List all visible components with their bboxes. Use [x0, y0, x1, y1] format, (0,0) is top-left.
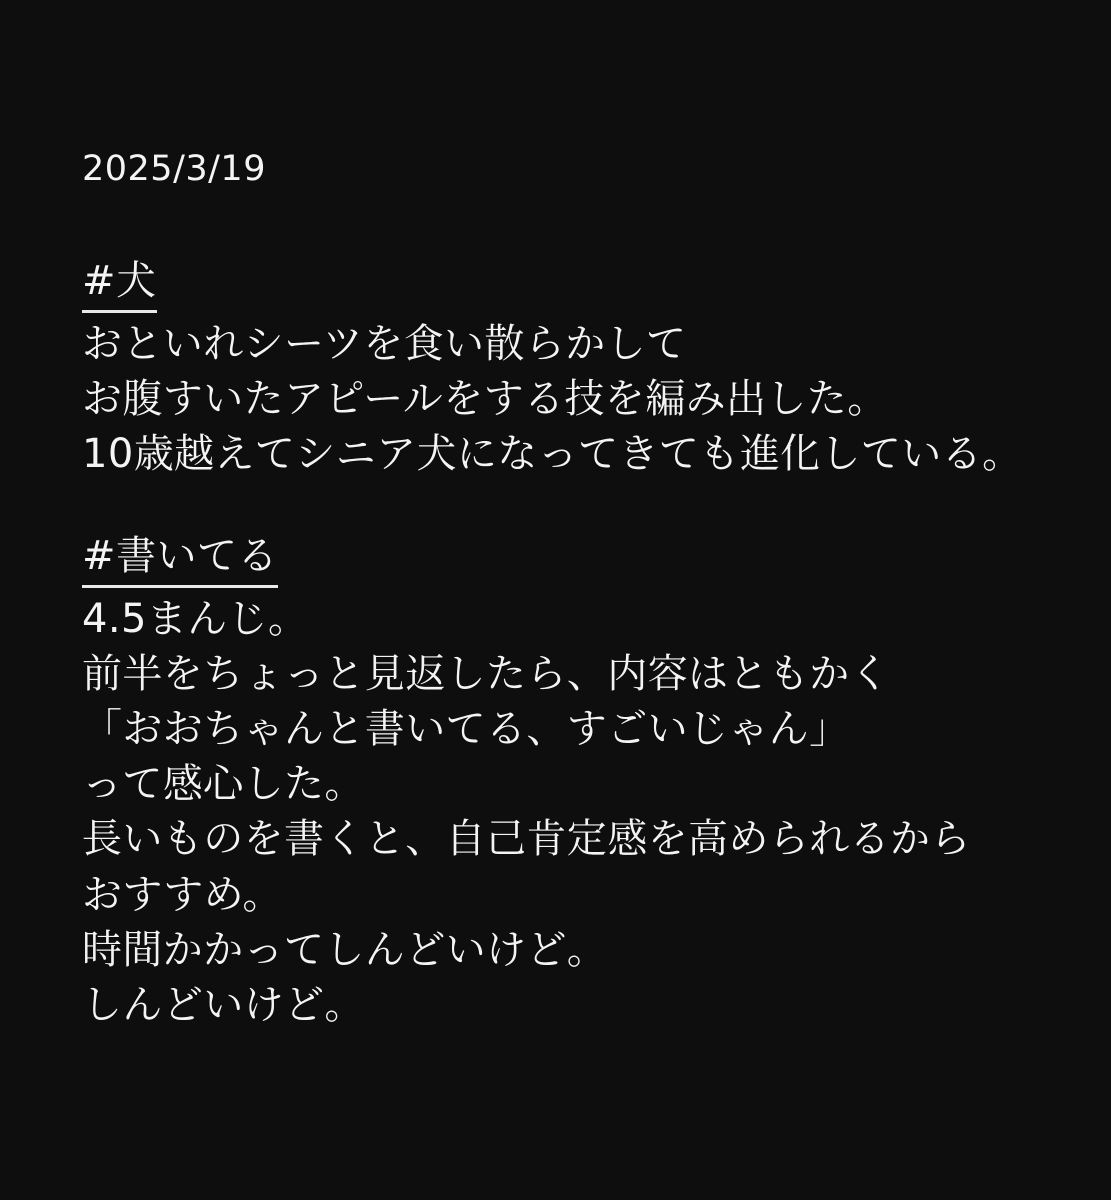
section-body-dog	[82, 317, 1051, 483]
note-line: って感心した。	[82, 761, 365, 808]
note-line: おすすめ。	[82, 871, 283, 918]
note-line: おといれシーツを食い散らかして	[82, 320, 687, 367]
spacer	[82, 483, 1051, 529]
note-line: 4.5まんじ。	[82, 595, 309, 642]
note-section-writing	[82, 529, 1051, 1034]
section-heading-dog: #犬	[82, 254, 157, 313]
note-line: 長いものを書くと、自己肯定感を高められるから	[82, 816, 971, 863]
section-body-writing	[82, 592, 1051, 1034]
note-line: 前半をちょっと見返したら、内容はともかく	[82, 650, 890, 697]
note-line: しんどいけど。	[82, 982, 365, 1028]
note-line: 10歳越えてシニア犬になってきても進化している。	[82, 431, 1023, 478]
spacer	[82, 192, 1051, 254]
section-heading-writing: #書いてる	[82, 529, 278, 588]
note-section-dog	[82, 254, 1051, 483]
note-line: お腹すいたアピールをする技を編み出した。	[82, 376, 888, 423]
note-date: 2025/3/19	[82, 149, 266, 189]
note-line: 「おおちゃんと書いてる、すごいじゃん」	[82, 706, 850, 753]
note-line: 時間かかってしんどいけど。	[82, 926, 608, 973]
